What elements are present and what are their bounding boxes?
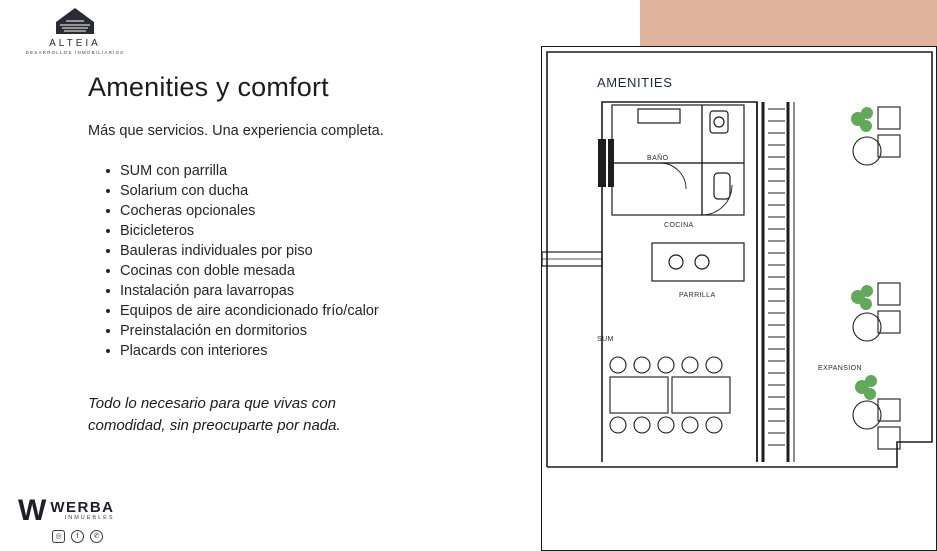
list-item: Bicicleteros [106, 221, 518, 241]
floorplan-label-cocina: COCINA [664, 222, 694, 229]
amenities-list [88, 161, 518, 361]
list-item: Instalación para lavarropas [106, 281, 518, 301]
list-item: Cocheras opcionales [106, 201, 518, 221]
floorplan-drawing [542, 47, 937, 551]
list-item: Cocinas con doble mesada [106, 261, 518, 281]
closing-line-2: comodidad, sin preocuparte por nada. [88, 417, 341, 434]
list-item: Bauleras individuales por piso [106, 241, 518, 261]
werba-logo-letter: W [18, 494, 46, 527]
list-item: Preinstalación en dormitorios [106, 321, 518, 341]
facebook-icon[interactable]: f [71, 530, 84, 543]
list-item: SUM con parrilla [106, 161, 518, 181]
closing-statement [88, 393, 378, 437]
floorplan-panel [541, 46, 937, 551]
instagram-icon[interactable]: ◎ [52, 530, 65, 543]
social-links [52, 530, 148, 543]
brand-tagline: DESARROLLOS INMOBILIARIOS [25, 50, 125, 55]
building-mark-icon [53, 6, 97, 36]
werba-name: WERBA [50, 499, 115, 517]
list-item: Solarium con ducha [106, 181, 518, 201]
whatsapp-icon[interactable]: ✆ [90, 530, 103, 543]
list-item: Equipos de aire acondicionado frío/calor [106, 301, 518, 321]
floorplan-label-parrilla: PARRILLA [679, 292, 716, 299]
page-subtitle: Más que servicios. Una experiencia completa. [88, 123, 384, 139]
footer-logo [18, 496, 148, 543]
floorplan-label-bano: BAÑO [647, 155, 669, 162]
closing-line-1: Todo lo necesario para que vivas con [88, 395, 336, 412]
werba-sub: INMUEBLES [64, 514, 115, 521]
content-column [88, 72, 518, 437]
list-item: Placards con interiores [106, 341, 518, 361]
floorplan-label-sum: SUM [597, 336, 614, 343]
floorplan-label-expansion: EXPANSION [818, 365, 862, 372]
floorplan-title: AMENITIES [597, 75, 673, 90]
brand-logo [20, 6, 130, 55]
decorative-top-band [640, 0, 937, 46]
brand-name: ALTEIA [49, 38, 101, 49]
page-title: Amenities y comfort [88, 72, 329, 102]
